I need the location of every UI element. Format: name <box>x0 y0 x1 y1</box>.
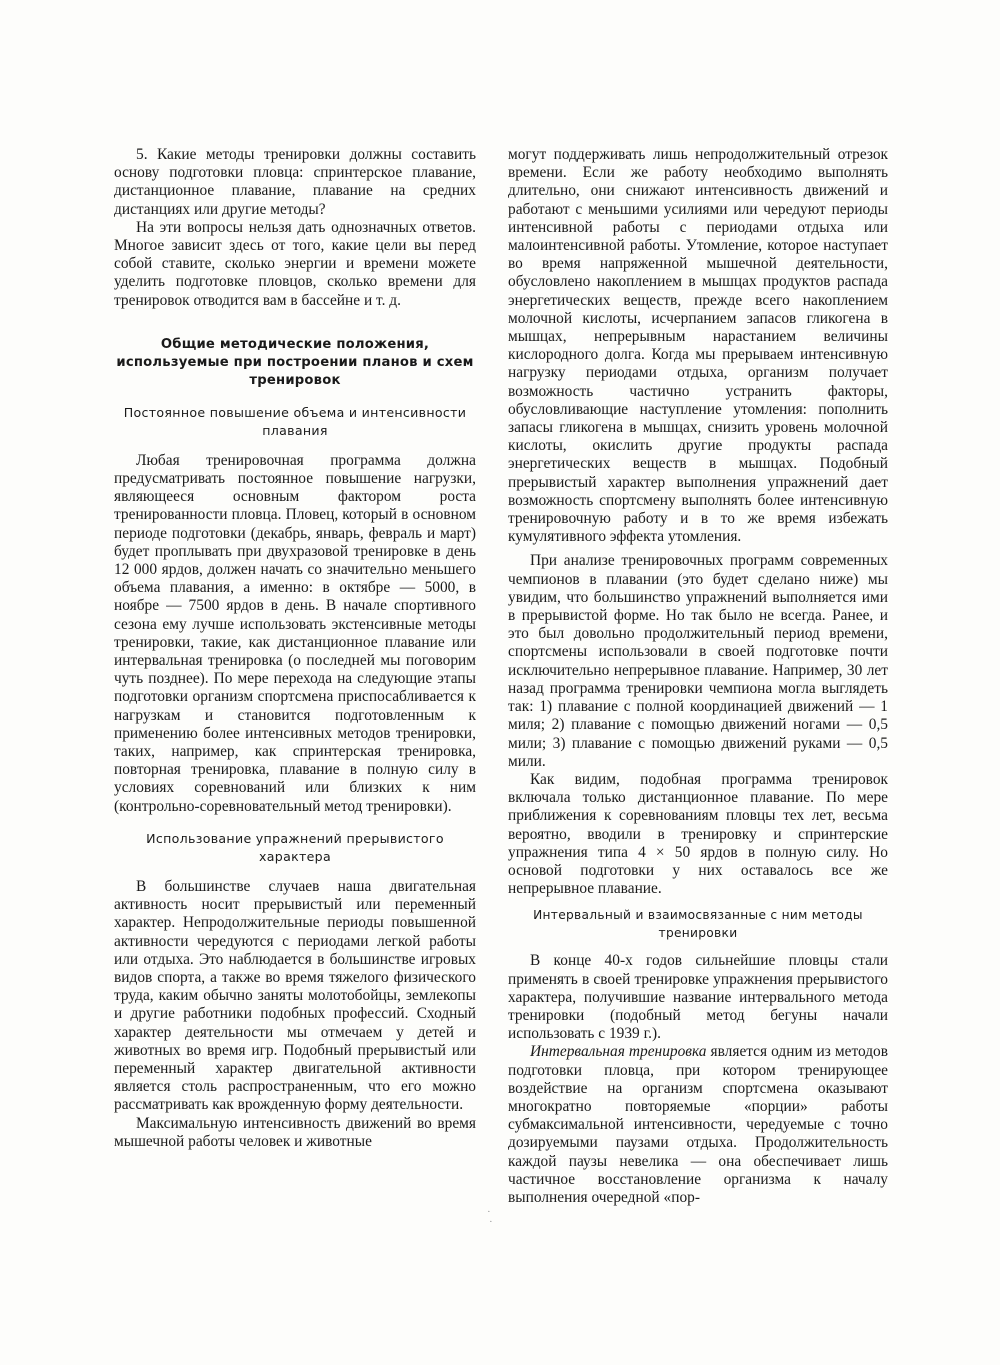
forties-paragraph: В конце 40-х годов сильнейшие пловцы стали применять в своей тренировке упражнения прерывистого характера, получившие название интервального метода тренировки (подобный метод бегуны начали использовать с 1939 г.). <box>508 952 888 1043</box>
subsection-heading-intermittent: Использование упражнений прерывистого характера <box>146 830 444 864</box>
intermittent-paragraph: В большинстве случаев наша двигательная активность носит прерывистый или переменный характер. Непродолжительные периоды повышенной активности чередуются с периодами легкой работы или отдыха. Это наблюдается в большинстве игровых видов спорта, а также во время тяжелого физического труда, каким обычно заняты молотобойцы, землекопы и другие работники подобных профессий. Сходный характер деятельности мы отмечаем у детей и животных во время игр. Подобный прерывистый или переменный характер двигательной активности является столь распространенным, что его можно рассматривать как врожденную форму деятельности. <box>114 877 476 1114</box>
volume-paragraph: Любая тренировочная программа должна предусматривать постоянное повышение нагрузки, являющееся основным фактором роста тренированности пловца. Пловец, который в основном периоде подготовки (декабрь, январь, февраль и март) будет проплывать при двухразовой тренировке в день 12 000 ярдов, должен начать со значительно меньшего объема плавания, а именно: в октябре — 5000, в ноябре — 7500 ярдов в день. В начале спортивного сезона ему лучше использовать экстенсивные методы тренировки, такие, как дистанционное плавание или интервальная тренировка (о последней мы поговорим чуть позднее). По мере перехода на следующие этапы подготовки организм спортсмена приспосабливается к нагрузкам и становится подготовленным к применению более интенсивных методов тренировки, таких, например, как спринтерская тренировка, повторная тренировка, плавание в полную силу в условиях соревнований или близких к ним (контрольно-соревновательный метод тренировки). <box>114 451 476 815</box>
scan-speck: · <box>489 1216 493 1228</box>
section-heading: Общие методические положения, используемые при построении планов и схем тренировок <box>116 336 474 388</box>
intensity-paragraph: Максимальную интенсивность движений во время мышечной работы человек и животные <box>114 1114 476 1150</box>
interval-term: Интервальная тренировка <box>530 1043 707 1061</box>
distance-swimming-paragraph: Как видим, подобная программа тренировок включала только дистанционное плавание. По мере приближения к соревнованиям пловцы тех лет, весьма вероятно, вводили в тренировку и спринтерские упражнения типа 4 × 50 ярдов в полную силу. Но основой подготовки у них оставалось все же непрерывное плавание. <box>508 770 888 898</box>
question-paragraph: 5. Какие методы тренировки должны составить основу подготовки пловца: спринтерское плавание, дистанционное плавание, плавание на средних дистанциях или другие методы? <box>114 146 476 218</box>
subsection-heading-volume: Постоянное повышение объема и интенсивности плавания <box>123 404 467 438</box>
right-column <box>508 146 888 1207</box>
subsection-heading-interval: Интервальный и взаимосвязанные с ним методы тренировки <box>533 908 863 941</box>
interval-definition-text: является одним из методов подготовки пловца, при котором тренирующее воздействие на организм спортсмена оказывают многократно повторяемые «порции» работы субмаксимальной интенсивности, чередуемые с точно дозируемыми паузами отдыха. Продолжительность каждой паузы невелика — она обеспечивает лишь частичное восстановление организма к началу выполнения очередной «пор- <box>508 1043 889 1206</box>
champions-paragraph: При анализе тренировочных программ современных чемпионов в плавании (это будет сделано ниже) мы увидим, что большинство упражнений выполняется ими в прерывистой форме. Но так было не всегда. Ранее, и это был довольно продолжительный период времени, спортсмены использовали в своей подготовке почти исключительно непрерывное плавание. Например, 30 лет назад программа тренировки чемпиона могла выглядеть так: 1) плавание с полной координацией движений — 1 миля; 2) плавание с помощью движений ногами — 0,5 мили; 3) плавание с помощью движений руками — 0,5 мили. <box>508 552 888 770</box>
interval-definition-paragraph <box>508 1043 888 1207</box>
scan-speck: · <box>487 1206 491 1218</box>
left-column <box>114 146 476 1151</box>
answer-paragraph: На эти вопросы нельзя дать однозначных ответов. Многое зависит здесь от того, какие цели вы перед собой ставите, сколько энергии и времени можете уделить подготовке пловцов, сколько времени для тренировок отводится вам в бассейне и т. д. <box>114 218 476 309</box>
fatigue-paragraph: могут поддерживать лишь непродолжительный отрезок времени. Если же работу необходимо выполнять длительно, они снижают интенсивность движений и работают с меньшими усилиями или чередуют периоды интенсивной работы с периодами отдыха или малоинтенсивной работы. Утомление, которое наступает во время напряженной мышечной деятельности, обусловлено накоплением в мышцах продуктов распада энергетических веществ, прежде всего накоплением молочной кислоты, исчерпанием запасов гликогена в мышцах, непрерывным нарастанием величины кислородного долга. Когда мы прерываем интенсивную нагрузку периодами отдыха, организм получает возможность частично устранить факторы, обусловливающие наступление утомления: пополнить запасы гликогена в мышцах, снизить уровень молочной кислоты, окислить другие продукты распада энергетических веществ в мышцах. Подобный прерывистый характер выполнения упражнений дает возможность спортсмену выполнять более интенсивную тренировочную работу и в то же время избежать кумулятивного эффекта утомления. <box>508 146 888 546</box>
